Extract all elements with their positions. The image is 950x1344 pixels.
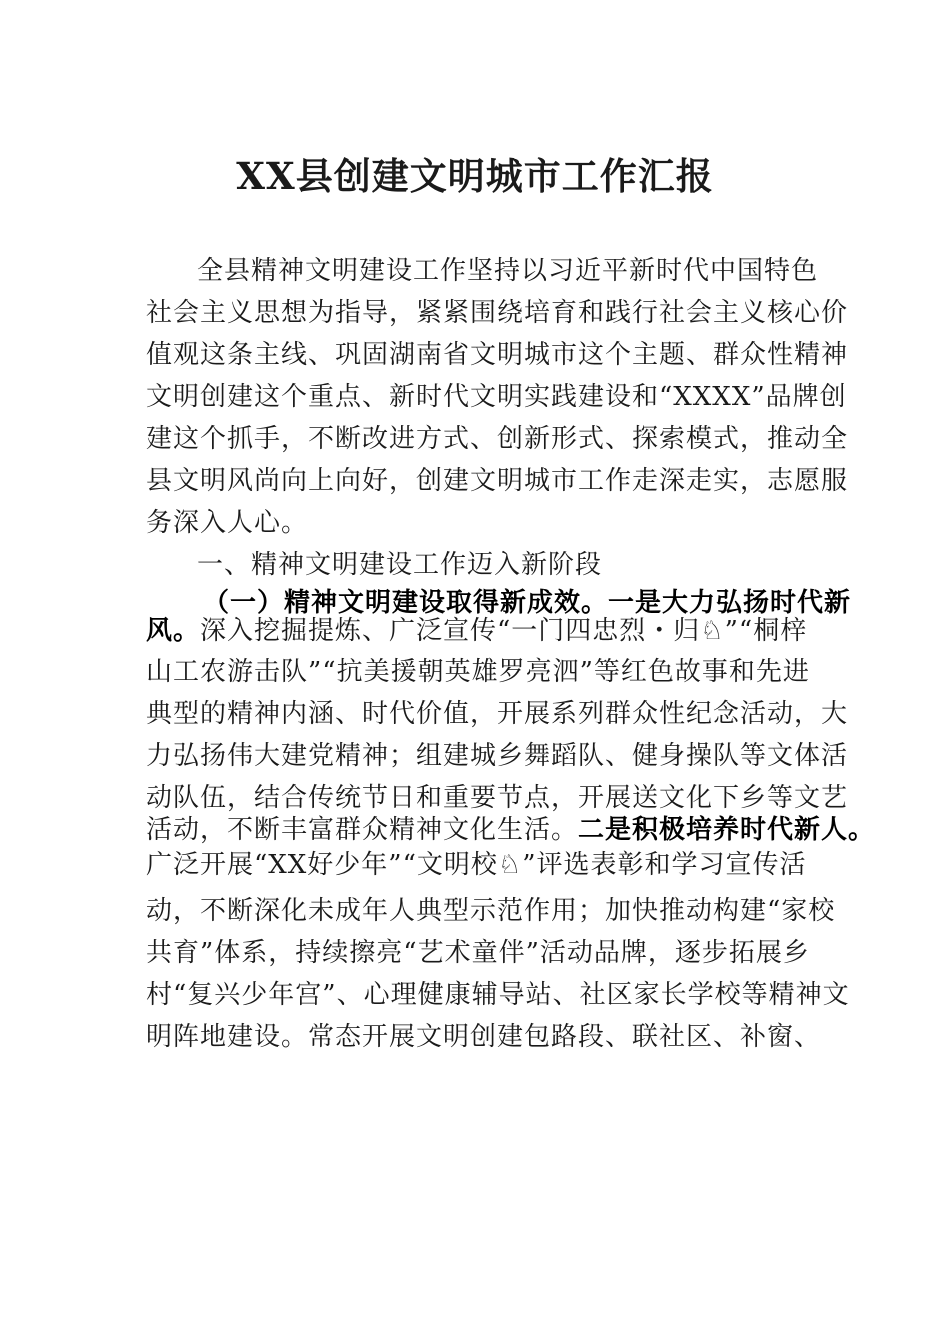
bold-phrase: 风。 <box>146 616 201 646</box>
document-title: XX县创建文明城市工作汇报 <box>236 154 714 198</box>
body-line: 动，不断深化未成年人典型示范作用；加快推动构建“家校 <box>146 896 836 926</box>
intro-paragraph-line: 文明创建这个重点、新时代文明实践建设和“XXXX”品牌创 <box>146 382 847 412</box>
intro-paragraph-line: 值观这条主线、巩固湖南省文明城市这个主题、群众性精神 <box>146 340 849 370</box>
body-text: 活动，不断丰富群众精神文化生活。 <box>146 815 579 845</box>
body-line: 山工农游击队”“抗美援朝英雄罗亮泗”等红色故事和先进 <box>146 657 810 687</box>
body-text: 深入挖掘提炼、广泛宣传“一门四忠烈・归♘”“桐梓 <box>200 616 808 646</box>
body-line: 典型的精神内涵、时代价值，开展系列群众性纪念活动，大 <box>146 699 849 729</box>
body-line: 村“复兴少年宫”、心理健康辅导站、社区家长学校等精神文 <box>146 980 850 1010</box>
intro-paragraph-line: 务深入人心。 <box>146 508 309 538</box>
intro-paragraph-line: 全县精神文明建设工作坚持以习近平新时代中国特色 <box>197 256 819 286</box>
body-line: 明阵地建设。常态开展文明创建包路段、联社区、补窗、 <box>146 1022 822 1052</box>
subsection-heading: （一）精神文明建设取得新成效。一是大力弘扬时代新 <box>203 588 852 618</box>
bold-phrase: 二是积极培养时代新人。 <box>578 815 876 845</box>
body-line <box>146 813 876 847</box>
body-line <box>146 614 826 648</box>
intro-paragraph-line: 社会主义思想为指导，紧紧围绕培育和践行社会主义核心价 <box>146 298 849 328</box>
intro-paragraph-line: 建这个抓手，不断改进方式、创新形式、探索模式，推动全 <box>146 424 849 454</box>
intro-paragraph-line: 县文明风尚向上向好，创建文明城市工作走深走实，志愿服 <box>146 466 849 496</box>
body-line: 动队伍，结合传统节日和重要节点，开展送文化下乡等文艺 <box>146 783 849 813</box>
body-line: 力弘扬伟大建党精神；组建城乡舞蹈队、健身操队等文体活 <box>146 741 849 771</box>
body-line: 共育”体系，持续擦亮“艺术童伴”活动品牌，逐步拓展乡 <box>146 938 810 968</box>
section-heading: 一、精神文明建设工作迈入新阶段 <box>197 550 603 580</box>
body-line: 广泛开展“XX好少年”“文明校♘”评选表彰和学习宣传活 <box>146 850 807 880</box>
